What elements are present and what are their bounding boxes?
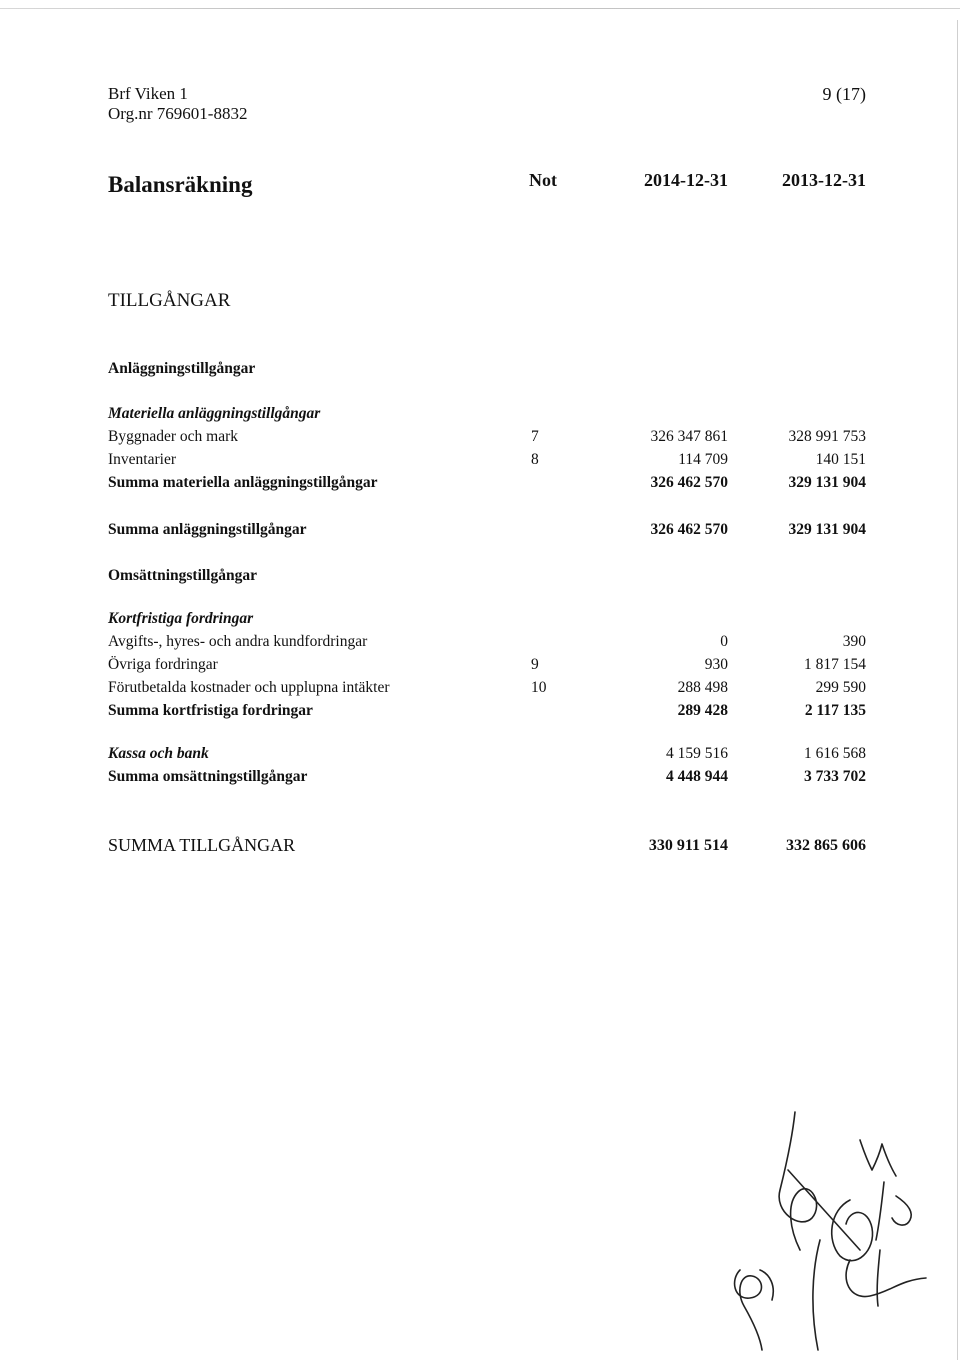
sum-label: Summa kortfristiga fordringar xyxy=(108,702,313,719)
sum-previous-value: 329 131 904 xyxy=(788,521,866,538)
scan-artifact-line xyxy=(0,8,960,9)
cash-current-value: 4 159 516 xyxy=(666,745,728,762)
signature-stroke xyxy=(877,1250,880,1306)
sum-current-value: 326 462 570 xyxy=(650,474,728,491)
row-current-value: 114 709 xyxy=(678,451,728,468)
scan-edge-line xyxy=(957,20,958,1360)
sum-previous-value: 2 117 135 xyxy=(804,702,866,719)
row-label: Övriga fordringar xyxy=(108,656,218,673)
row-note: 7 xyxy=(531,428,539,445)
signature-stroke xyxy=(735,1270,762,1350)
column-header-current: 2014-12-31 xyxy=(644,170,728,190)
row-previous-value: 390 xyxy=(842,633,866,650)
row-label: Byggnader och mark xyxy=(108,428,238,445)
total-label: SUMMA TILLGÅNGAR xyxy=(108,835,296,855)
row-previous-value: 140 151 xyxy=(815,451,866,468)
handwritten-signatures xyxy=(700,1100,940,1360)
column-header-note: Not xyxy=(529,170,557,190)
total-previous-value: 332 865 606 xyxy=(786,837,866,854)
fixed-assets-heading: Anläggningstillgångar xyxy=(108,360,256,377)
org-number: Org.nr 769601-8832 xyxy=(108,104,248,123)
signature-stroke xyxy=(846,1260,926,1297)
cash-previous-value: 1 616 568 xyxy=(804,745,866,762)
row-previous-value: 299 590 xyxy=(815,679,866,696)
sum-previous-value: 3 733 702 xyxy=(804,768,866,785)
current-assets-heading: Omsättningstillgångar xyxy=(108,567,257,584)
sum-previous-value: 329 131 904 xyxy=(788,474,866,491)
page-title: Balansräkning xyxy=(108,172,253,197)
signature-stroke xyxy=(876,1182,884,1240)
assets-heading: TILLGÅNGAR xyxy=(108,290,231,311)
row-current-value: 930 xyxy=(704,656,728,673)
signature-stroke xyxy=(860,1140,896,1176)
row-previous-value: 1 817 154 xyxy=(804,656,866,673)
sum-current-value: 4 448 944 xyxy=(666,768,728,785)
total-current-value: 330 911 514 xyxy=(648,837,728,854)
signature-stroke xyxy=(832,1200,873,1261)
sum-label: Summa anläggningstillgångar xyxy=(108,521,307,538)
sum-label: Summa materiella anläggningstillgångar xyxy=(108,474,378,491)
org-name: Brf Viken 1 xyxy=(108,84,188,103)
sum-current-value: 326 462 570 xyxy=(650,521,728,538)
row-current-value: 288 498 xyxy=(677,679,728,696)
row-previous-value: 328 991 753 xyxy=(788,428,866,445)
row-note: 8 xyxy=(531,451,539,468)
signature-stroke xyxy=(813,1240,820,1350)
row-current-value: 326 347 861 xyxy=(650,428,728,445)
row-note: 9 xyxy=(531,656,539,673)
receivables-heading: Kortfristiga fordringar xyxy=(108,610,254,627)
row-current-value: 0 xyxy=(720,633,728,650)
cash-label: Kassa och bank xyxy=(108,745,209,762)
column-header-previous: 2013-12-31 xyxy=(782,170,866,190)
signature-stroke xyxy=(892,1196,911,1225)
signature-stroke xyxy=(788,1170,860,1250)
row-note: 10 xyxy=(531,679,547,696)
row-label: Förutbetalda kostnader och upplupna intäkter xyxy=(108,679,390,696)
sum-label: Summa omsättningstillgångar xyxy=(108,768,308,785)
page-number: 9 (17) xyxy=(822,84,866,104)
row-label: Avgifts-, hyres- och andra kundfordringar xyxy=(108,633,368,650)
sum-current-value: 289 428 xyxy=(677,702,728,719)
tangible-assets-heading: Materiella anläggningstillgångar xyxy=(108,405,321,422)
row-label: Inventarier xyxy=(108,451,176,468)
